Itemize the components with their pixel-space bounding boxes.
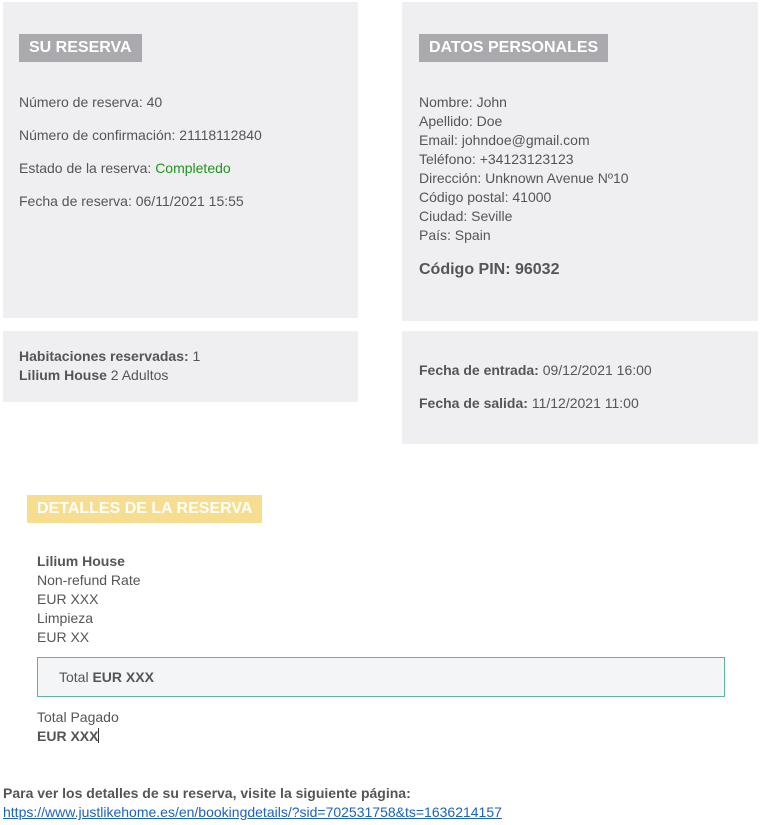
total-paid-label: Total Pagado bbox=[37, 709, 119, 725]
dates-panel bbox=[402, 331, 758, 444]
details-header: DETALLES DE LA RESERVA bbox=[27, 495, 262, 523]
details-house: Lilium House bbox=[37, 553, 125, 569]
details-cleaning-amount: EUR XX bbox=[37, 629, 90, 645]
total-paid-amount: EUR XXX bbox=[37, 728, 99, 744]
text-cursor bbox=[98, 728, 99, 743]
rooms-reserved: Habitaciones reservadas: 1 bbox=[19, 348, 201, 364]
reservation-number: Número de reserva: 40 bbox=[19, 94, 163, 110]
check-in-date: Fecha de entrada: 09/12/2021 16:00 bbox=[419, 362, 652, 378]
personal-codigo-postal: Código postal: 41000 bbox=[419, 189, 552, 205]
personal-telefono: Teléfono: +34123123123 bbox=[419, 151, 574, 167]
personal-data-panel bbox=[402, 2, 758, 321]
total-line: Total EUR XXX bbox=[59, 669, 154, 685]
personal-email: Email: johndoe@gmail.com bbox=[419, 132, 590, 148]
reservation-status: Estado de la reserva: Completedo bbox=[19, 160, 231, 176]
reservation-date: Fecha de reserva: 06/11/2021 15:55 bbox=[19, 193, 244, 209]
reservation-header: SU RESERVA bbox=[19, 34, 142, 62]
room-house: Lilium House 2 Adultos bbox=[19, 367, 169, 383]
personal-apellido: Apellido: Doe bbox=[419, 113, 503, 129]
personal-nombre: Nombre: John bbox=[419, 94, 507, 110]
booking-details-link[interactable]: https://www.justlikehome.es/en/bookingdetails/?sid=702531758&ts=1636214157 bbox=[3, 804, 502, 820]
personal-data-header: DATOS PERSONALES bbox=[419, 34, 608, 62]
personal-ciudad: Ciudad: Seville bbox=[419, 208, 513, 224]
status-value: Completedo bbox=[155, 160, 231, 176]
details-rate-amount: EUR XXX bbox=[37, 591, 99, 607]
personal-direccion: Dirección: Unknown Avenue Nº10 bbox=[419, 170, 629, 186]
footer-text: Para ver los detalles de su reserva, visite la siguiente página: bbox=[3, 785, 411, 801]
personal-pais: País: Spain bbox=[419, 227, 491, 243]
rooms-panel bbox=[3, 331, 358, 402]
details-rate: Non-refund Rate bbox=[37, 572, 141, 588]
reservation-panel bbox=[3, 2, 358, 318]
pin-code: Código PIN: 96032 bbox=[419, 261, 560, 278]
total-box bbox=[37, 657, 725, 697]
check-out-date: Fecha de salida: 11/12/2021 11:00 bbox=[419, 395, 639, 411]
details-cleaning: Limpieza bbox=[37, 610, 94, 626]
confirmation-number: Número de confirmación: 21118112840 bbox=[19, 127, 262, 143]
